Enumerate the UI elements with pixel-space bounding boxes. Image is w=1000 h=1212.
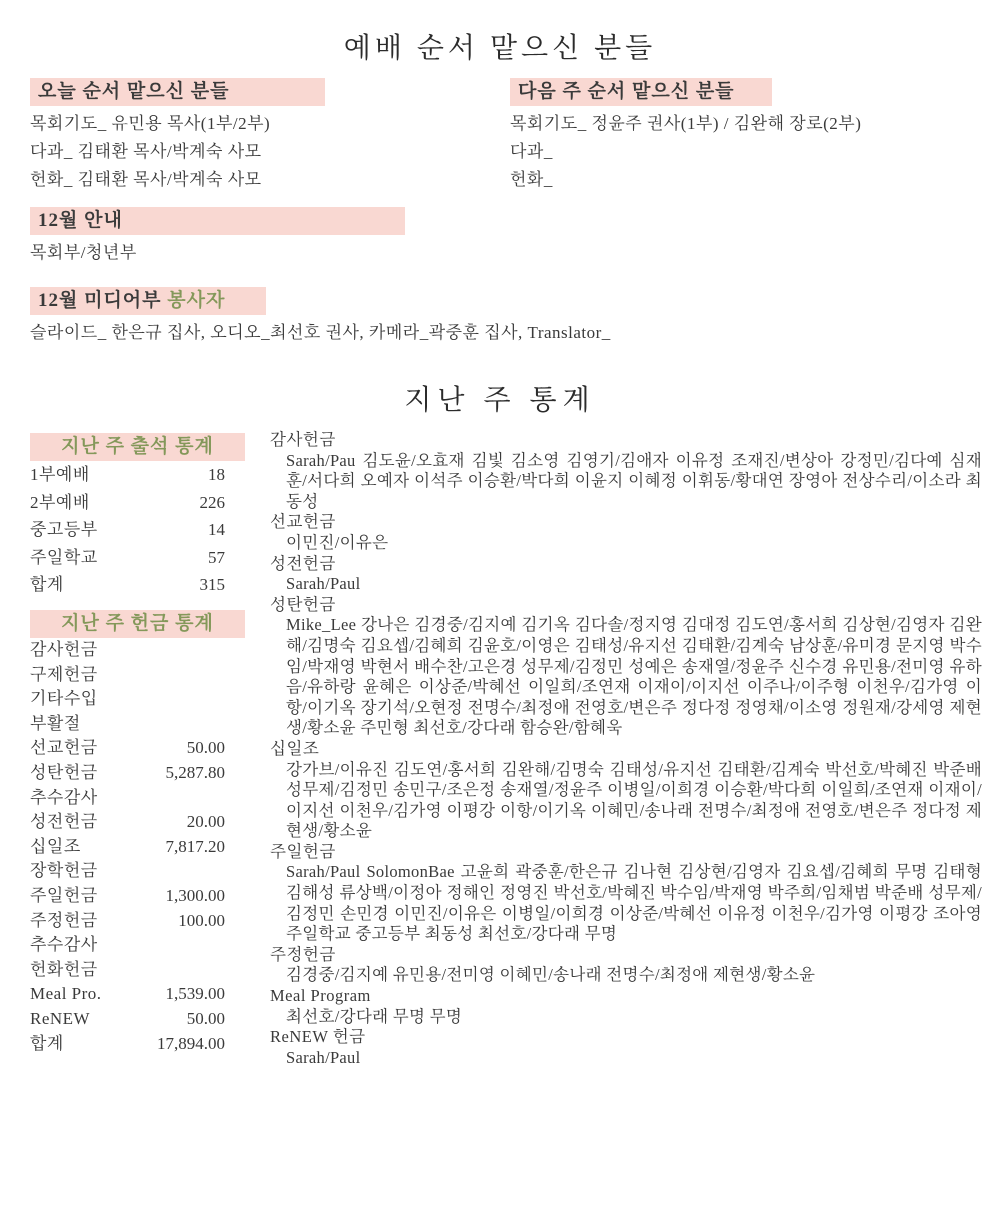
december-notice-section xyxy=(30,207,970,267)
donor-section xyxy=(270,512,982,553)
media-team-body: 슬라이드_ 한은규 집사, 오디오_최선호 권사, 카메라_곽중훈 집사, Translator_ xyxy=(30,323,611,342)
offering-row-label: ReNEW xyxy=(30,1008,91,1028)
donor-section xyxy=(270,739,982,842)
attendance-row-value: 226 xyxy=(199,492,225,512)
today-pastoral-prayer-line: 목회기도_ 유민용 목사(1부/2부) xyxy=(30,114,271,133)
offering-row-label: 성전헌금 xyxy=(30,812,98,832)
donor-section xyxy=(270,595,982,739)
donor-section xyxy=(270,1027,982,1068)
offering-header: 지난 주 헌금 통계 xyxy=(30,610,245,638)
offering-row-label: Meal Pro. xyxy=(30,984,102,1004)
donor-section-title: 주일헌금 xyxy=(270,841,336,861)
attendance-row-value: 18 xyxy=(208,465,225,484)
donor-section-title: ReNEW 헌금 xyxy=(270,1027,366,1047)
next-week-pastoral-prayer-line: 목회기도_ 정윤주 권사(1부) / 김완해 장로(2부) xyxy=(510,114,862,133)
december-notice-header: 12월 안내 xyxy=(30,207,405,235)
today-refreshments-line: 다과_ 김태환 목사/박계숙 사모 xyxy=(30,142,262,161)
donor-section-title: 성탄헌금 xyxy=(270,594,336,614)
table-row xyxy=(30,638,245,663)
media-team-header-prefix: 12월 미디어부 xyxy=(38,290,168,311)
attendance-header: 지난 주 출석 통계 xyxy=(30,433,245,461)
offering-row-label: 십일조 xyxy=(30,836,81,856)
attendance-row-label: 2부예배 xyxy=(30,492,90,512)
offering-row-value: 100.00 xyxy=(178,910,225,930)
attendance-table xyxy=(30,433,245,599)
media-team-header xyxy=(30,287,266,315)
attendance-row-label: 주일학교 xyxy=(30,547,98,567)
table-row xyxy=(30,1032,245,1057)
donor-section xyxy=(270,842,982,945)
donor-section-title: 선교헌금 xyxy=(270,512,336,532)
table-row xyxy=(30,736,245,761)
offering-row-label: 추수감사 xyxy=(30,935,98,955)
table-row xyxy=(30,1007,245,1032)
table-row xyxy=(30,544,245,572)
attendance-row-value: 57 xyxy=(208,547,225,567)
table-row xyxy=(30,571,245,599)
offering-row-value xyxy=(225,663,245,688)
donor-section-names: Mike_Lee 강나은 김경중/김지예 김기옥 김다솔/정지영 김대정 김도연/홍서희 김상현/김영자 김완해/김명숙 김요셉/김혜희 김윤호/이영은 김태성/유지선 김태환/김계숙 남상훈/유미경 문지영 박수임/박재영 박현서 배수찬/고은경 성무제/김정민 성예은 송재열/정윤주 신수경 유민용/전미영 유하음/유하랑 윤혜은 이상준/박혜선 이일희/조연재 이재이/이지선 이주나/이주형 이천우/김가영 이항/이기옥 장기석/오현정 전명수/최정애 전영호/변은주 정다정 정영채/이소영 정원재/강세영 제현생/황소윤 주민형 최선호/강다래 함승완/함혜욱 xyxy=(286,615,982,738)
donor-section xyxy=(270,986,982,1027)
table-row xyxy=(30,786,245,811)
donor-section xyxy=(270,430,982,512)
attendance-row-value: 315 xyxy=(199,575,225,594)
offering-row-value: 50.00 xyxy=(186,1008,225,1028)
attendance-row-label: 합계 xyxy=(30,575,64,594)
table-row xyxy=(30,958,245,983)
donor-section-title: 감사헌금 xyxy=(270,430,336,449)
media-team-header-highlight: 봉사자 xyxy=(167,290,226,311)
table-row xyxy=(30,884,245,909)
table-row xyxy=(30,663,245,688)
next-week-servers-section xyxy=(510,78,980,194)
offering-row-label: 감사헌금 xyxy=(30,640,98,659)
table-row xyxy=(30,933,245,958)
offering-row-label: 추수감사 xyxy=(30,787,98,807)
offering-table xyxy=(30,610,245,1056)
donor-section-names: 최선호/강다래 무명 무명 xyxy=(286,1006,463,1026)
attendance-row-label: 1부예배 xyxy=(30,465,90,484)
offering-row-label: 주정헌금 xyxy=(30,910,98,930)
table-row xyxy=(30,516,245,544)
offering-row-label: 구제헌금 xyxy=(30,664,98,684)
table-row xyxy=(30,859,245,884)
table-row xyxy=(30,461,245,489)
today-servers-header: 오늘 순서 맡으신 분들 xyxy=(30,78,325,106)
offering-row-value xyxy=(225,712,245,737)
offering-row-value: 1,300.00 xyxy=(165,885,225,905)
offering-row-label: 주일헌금 xyxy=(30,885,98,905)
media-team-section xyxy=(30,287,980,347)
donor-section-names: 이민진/이유은 xyxy=(286,532,389,552)
offering-row-label: 헌화헌금 xyxy=(30,959,98,979)
offering-row-value: 7,817.20 xyxy=(165,836,225,856)
attendance-row-value: 14 xyxy=(208,520,225,539)
today-flowers-line: 헌화_ 김태환 목사/박계숙 사모 xyxy=(30,170,262,189)
donor-lists xyxy=(270,430,982,1068)
offering-row-value xyxy=(225,933,245,958)
offering-row-label: 선교헌금 xyxy=(30,738,98,758)
next-week-flowers-line: 헌화_ xyxy=(510,170,553,189)
table-row xyxy=(30,761,245,786)
table-row xyxy=(30,982,245,1007)
table-row xyxy=(30,489,245,517)
offering-row-value xyxy=(225,859,245,884)
offering-row-value xyxy=(225,638,245,663)
next-week-servers-header: 다음 주 순서 맡으신 분들 xyxy=(510,78,772,106)
offering-row-label: 부활절 xyxy=(30,713,81,733)
offering-row-value: 20.00 xyxy=(186,812,225,832)
donor-section-names: Sarah/Pau 김도윤/오효재 김빛 김소영 김영기/김애자 이유정 조재진/변상아 강정민/김다예 심재훈/서다희 오예자 이석주 이승환/박다희 이윤지 이혜정 이휘동/황대연 장영아 전상수리/이소라 최동성 xyxy=(286,450,982,511)
december-notice-body: 목회부/청년부 xyxy=(30,243,137,262)
offering-row-value: 50.00 xyxy=(186,738,225,758)
stats-title: 지난 주 통계 xyxy=(404,385,596,416)
donor-section-title: 주정헌금 xyxy=(270,944,336,964)
offering-row-label: 장학헌금 xyxy=(30,861,98,881)
donor-section xyxy=(270,554,982,595)
offering-row-value: 1,539.00 xyxy=(165,984,225,1004)
table-row xyxy=(30,712,245,737)
today-servers-section xyxy=(30,78,490,194)
table-row xyxy=(30,835,245,860)
donor-section xyxy=(270,945,982,986)
table-row xyxy=(30,909,245,934)
table-row xyxy=(30,810,245,835)
offering-row-label: 성탄헌금 xyxy=(30,762,98,782)
page-title: 예배 순서 맡으신 분들 xyxy=(343,33,657,64)
offering-row-label: 기타수입 xyxy=(30,689,98,709)
next-week-refreshments-line: 다과_ xyxy=(510,142,553,161)
donor-section-title: 십일조 xyxy=(270,738,320,758)
offering-row-label: 합계 xyxy=(30,1033,64,1053)
donor-section-names: 강가브/이유진 김도연/홍서희 김완해/김명숙 김태성/유지선 김태환/김계숙 박선호/박혜진 박준배 성무제/김정민 송민구/조은정 송재열/정윤주 이병일/이희경 이승환/박다희 이일희/조연재 이재이/이지선 이천우/김가영 이평강 이항/이기옥 이혜민/송나래 전명수/최정애 전영호/변은주 정다정 제현생/황소윤 xyxy=(286,759,982,841)
donor-section-names: Sarah/Paul SolomonBae 고윤희 곽중훈/한은규 김나현 김상현/김영자 김요셉/김혜희 무명 김태형 김해성 류상백/이정아 정해인 정영진 박선호/박혜진 박수임/박재영 박주희/임채범 박준배 성무제/김정민 손민경 이민진/이유은 이병일/이희경 이상준/박혜선 이유정 이천우/김가영 이평강 조아영 주일학교 중고등부 최동성 최선호/강다래 무명 xyxy=(286,862,982,944)
offering-row-value: 5,287.80 xyxy=(165,762,225,782)
offering-row-value: 17,894.00 xyxy=(157,1033,225,1053)
donor-section-title: 성전헌금 xyxy=(270,553,336,573)
attendance-row-label: 중고등부 xyxy=(30,520,98,539)
table-row xyxy=(30,687,245,712)
donor-section-names: 김경중/김지예 유민용/전미영 이혜민/송나래 전명수/최정애 제현생/황소윤 xyxy=(286,965,816,985)
offering-row-value xyxy=(225,786,245,811)
offering-row-value xyxy=(225,687,245,712)
donor-section-names: Sarah/Paul xyxy=(286,1047,361,1067)
offering-row-value xyxy=(225,958,245,983)
donor-section-title: Meal Program xyxy=(270,986,371,1006)
donor-section-names: Sarah/Paul xyxy=(286,574,361,594)
